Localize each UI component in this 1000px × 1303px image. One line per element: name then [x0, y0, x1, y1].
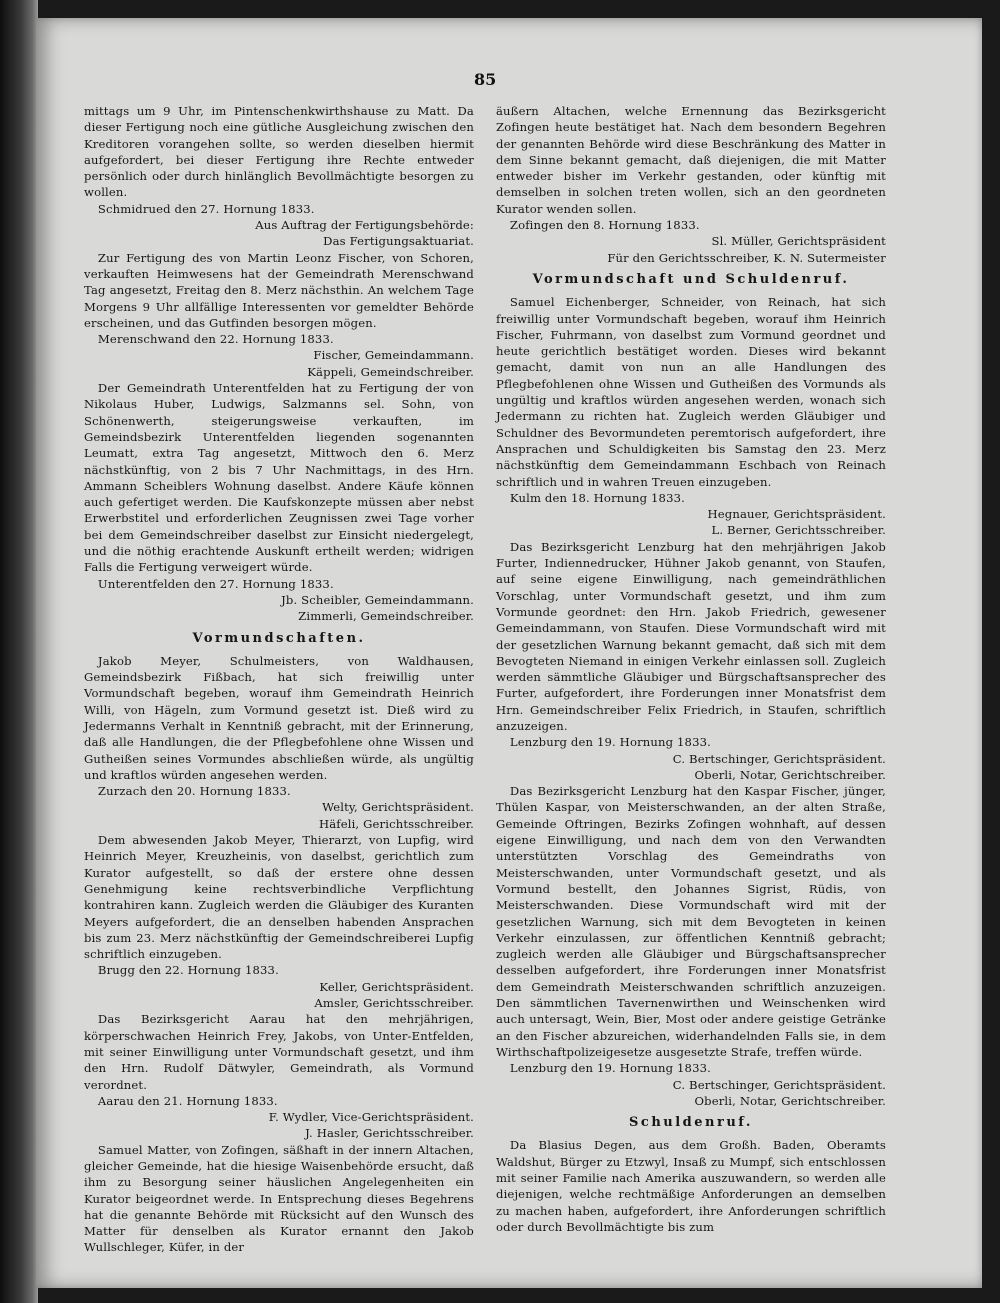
paragraph: äußern Altachen, welche Ernennung das Bezirksgericht Zofingen heute bestätiget hat. Nach dem besondern Begehren der genannten Behörde wird diese Beschränkung des Matter in dem Sinne bekannt gemacht, daß diejenigen, die mit Matter entweder bisher im Verkehr gestanden, oder künftig mit demselben in solchen treten wollen, sich an den geordneten Kurator wenden sollen.	[496, 104, 886, 216]
signature-line: Hegnauer, Gerichtspräsident.	[707, 507, 886, 522]
signature-line: Keller, Gerichtspräsident.	[319, 979, 474, 994]
signature-line: Amsler, Gerichtsschreiber.	[314, 996, 474, 1011]
right-column	[496, 103, 886, 1235]
signature-line: Käppeli, Gemeindschreiber.	[307, 364, 474, 379]
paragraph: Dem abwesenden Jakob Meyer, Thierarzt, von Lupfig, wird Heinrich Meyer, Kreuzheinis, von daselbst, gerichtlich zum Kurator aufgestellt, so daß der erstere ohne dessen Genehmigung keine rechtsverbindliche Verpflichtung kontrahiren kann. Zugleich werden die Gläubiger des Kuranten Meyers aufgefordert, die an denselben habenden Ansprachen bis zum 23. Merz nächstkünftig der Gemeindschreiberei Lupfig schriftlich einzugeben.	[84, 833, 474, 962]
dateline: Kulm den 18. Hornung 1833.	[509, 490, 685, 505]
dateline: Lenzburg den 19. Hornung 1833.	[509, 735, 711, 750]
dateline: Zofingen den 8. Hornung 1833.	[509, 218, 700, 233]
dateline: Zurzach den 20. Hornung 1833.	[97, 784, 291, 799]
left-column	[84, 103, 474, 1256]
dateline: Schmidrued den 27. Hornung 1833.	[97, 201, 315, 216]
signature-line: C. Bertschinger, Gerichtspräsident.	[672, 1077, 886, 1092]
section-heading: Schuldenruf.	[629, 1115, 753, 1131]
signature-line: Häfeli, Gerichtsschreiber.	[318, 816, 474, 831]
signature-line: Fischer, Gemeindammann.	[313, 348, 474, 363]
dateline: Merenschwand den 22. Hornung 1833.	[97, 332, 334, 347]
paragraph: mittags um 9 Uhr, im Pintenschenkwirthshause zu Matt. Da dieser Fertigung noch eine gütliche Ausgleichung zwischen den Kreditoren vorangehen sollte, so werden dieselben hiermit aufgefordert, bei dieser Fertigung ihre Rechte entweder persönlich oder durch hinlänglich Bevollmächtigte besorgen zu wollen.	[84, 104, 474, 200]
signature-line: Oberli, Notar, Gerichtschreiber.	[694, 767, 886, 782]
section-heading: Vormundschaft und Schuldenruf.	[532, 271, 850, 287]
signature-line: F. Wydler, Vice-Gerichtspräsident.	[268, 1110, 474, 1125]
book-spine	[0, 0, 38, 1303]
signature-line: J. Hasler, Gerichtsschreiber.	[305, 1126, 474, 1141]
paragraph: Zur Fertigung des von Martin Leonz Fischer, von Schoren, verkauften Heimwesens hat der Gemeindrath Merenschwand Tag angesetzt, Freitag den 8. Merz nächsthin. An welchem Tage Morgens 9 Uhr allfällige Interessenten vor gemeldter Behörde erscheinen, und das Gutfinden besorgen mögen.	[84, 250, 474, 330]
paragraph: Das Bezirksgericht Aarau hat den mehrjährigen, körperschwachen Heinrich Frey, Jakobs, von Unter-Entfelden, mit seiner Einwilligung unter Vormundschaft gesetzt, und ihm den Hrn. Rudolf Dätwyler, Gemeindrath, als Vormund verordnet.	[84, 1012, 474, 1092]
paragraph: Das Bezirksgericht Lenzburg hat den mehrjährigen Jakob Furter, Indiennedrucker, Hühner Jakob genannt, von Staufen, auf seine eigene Einwilligung, nach gemeindräthlichen Vorschlag, unter Vormundschaft gesetzt, und ihm zum Vormunde geordnet: den Hrn. Jakob Friedrich, gewesener Gemeindammann, von Staufen. Diese Vormundschaft wird mit der gesetzlichen Warnung bekannt gemacht, daß sich mit dem Bevogteten Niemand in einigen Verkehr einlassen soll. Zugleich werden sämmtliche Gläubiger und Bürgschaftsansprecher des Furter, aufgefordert, ihre Forderungen inner Monatsfrist dem Hrn. Gemeindschreiber Felix Friedrich, in Staufen, schriftlich anzuzeigen.	[496, 539, 886, 733]
page-number: 85	[474, 70, 497, 89]
dateline: Brugg den 22. Hornung 1833.	[97, 963, 279, 978]
signature-line: C. Bertschinger, Gerichtspräsident.	[672, 751, 886, 766]
signature-line: Aus Auftrag der Fertigungsbehörde:	[255, 218, 474, 233]
paragraph: Da Blasius Degen, aus dem Großh. Baden, Oberamts Waldshut, Bürger zu Etzwyl, Insaß zu Mumpf, sich entschlossen mit seiner Familie nach Amerika auszuwandern, so werden alle diejenigen, welche rechtmäßige Anforderungen an demselben zu machen haben, aufgefordert, ihre Anforderungen schriftlich oder durch Bevollmächtigte bis zum	[496, 1138, 886, 1234]
signature-line: Sl. Müller, Gerichtspräsident	[711, 234, 886, 249]
dateline: Unterentfelden den 27. Hornung 1833.	[97, 576, 334, 591]
paragraph: Der Gemeindrath Unterentfelden hat zu Fertigung der von Nikolaus Huber, Ludwigs, Salzmanns sel. Sohn, von Schönenwerth, steigerungsweise verkauften, im Gemeindsbezirk Unterentfelden liegenden sogenannten Leumatt, extra Tag angesetzt, Mittwoch den 6. Merz nächstkünftig, von 2 bis 7 Uhr Nachmittags, in des Hrn. Ammann Scheiblers Wohnung daselbst. Andere Käufe können auch gefertiget werden. Die Kaufskonzepte müssen aber nebst Erwerbstitel und erforderlichen Zeugnissen zwei Tage vorher bei dem Gemeindschreiber daselbst zur Einsicht niedergelegt, und die nöthig erachtende Auskunft ertheilt werden; widrigen Falls die Fertigung verweigert würde.	[84, 381, 474, 575]
dateline: Lenzburg den 19. Hornung 1833.	[509, 1061, 711, 1076]
signature-line: Für den Gerichtsschreiber, K. N. Sutermeister	[607, 250, 886, 265]
signature-line: Welty, Gerichtspräsident.	[322, 800, 474, 815]
signature-line: Jb. Scheibler, Gemeindammann.	[281, 592, 474, 607]
paragraph: Samuel Matter, von Zofingen, säßhaft in der innern Altachen, gleicher Gemeinde, hat die hiesige Waisenbehörde ersucht, daß ihm zu Besorgung seiner häuslichen Angelegenheiten ein Kurator beigeordnet werde. In Entsprechung dieses Begehrens hat die genannte Behörde mit Rücksicht auf den Wunsch des Matter für denselben als Kurator ernannt den Jakob Wullschleger, Küfer, in der	[84, 1142, 474, 1255]
dateline: Aarau den 21. Hornung 1833.	[97, 1093, 278, 1108]
signature-line: Das Fertigungsaktuariat.	[323, 234, 474, 249]
signature-line: Oberli, Notar, Gerichtschreiber.	[694, 1093, 886, 1108]
paragraph: Das Bezirksgericht Lenzburg hat den Kaspar Fischer, jünger, Thülen Kaspar, von Meisterschwanden, an der alten Straße, Gemeinde Oftringen, Bezirks Zofingen wohnhaft, auf dessen eigene Einwilligung, und nach dem von den Verwandten unterstützten Vorschlag des Gemeindraths von Meisterschwanden, unter Vormundschaft gesetzt, und als Vormund bestellt, den Johannes Sigrist, Rüdis, von Meisterschwanden. Diese Vormundschaft wird mit der gesetzlichen Warnung, sich mit dem Bevogteten in keinen Verkehr einzulassen, zur öffentlichen Kenntniß gebracht; zugleich werden alle Gläubiger und Bürgschaftsansprecher desselben aufgefordert, ihre Forderungen inner Monatsfrist dem Gemeindrath Meisterschwanden schriftlich anzuzeigen. Den sämmtlichen Tavernenwirthen und Weinschenken wird auch untersagt, Wein, Bier, Most oder andere geistige Getränke an den Fischer abzureichen, widerhandelnden Falls sie, in dem Wirthschaftpolizeigesetze ausgesetzte Strafe, treffen würde.	[496, 784, 886, 1059]
signature-line: L. Berner, Gerichtsschreiber.	[711, 523, 886, 538]
section-heading: Vormundschaften.	[192, 630, 366, 646]
signature-line: Zimmerli, Gemeindschreiber.	[298, 609, 474, 624]
paragraph: Samuel Eichenberger, Schneider, von Reinach, hat sich freiwillig unter Vormundschaft begeben, worauf ihm Heinrich Fischer, Fuhrmann, von daselbst zum Vormund geordnet und heute gerichtlich bestätiget worden. Dieses wird bekannt gemacht, damit von nun an alle Handlungen des Pflegbefohlenen ohne Wissen und Gutheißen des Vormunds als ungültig und kraftlos würden angesehen werden, wonach sich Jedermann zu richten hat. Zugleich werden Gläubiger und Schuldner des Bevormundeten peremtorisch aufgefordert, ihre Ansprachen und Schuldigkeiten bis Samstag den 23. Merz nächstkünftig dem Gemeindammann Eschbach von Reinach schriftlich und in wahren Treuen einzugeben.	[496, 295, 886, 489]
paragraph: Jakob Meyer, Schulmeisters, von Waldhausen, Gemeindsbezirk Fißbach, hat sich freiwillig unter Vormundschaft begeben, worauf ihm Gemeindrath Heinrich Willi, von Hägeln, zum Vormund gesetzt ist. Dieß wird zu Jedermanns Verhalt in Kenntniß gebracht, mit der Erinnerung, daß alle Handlungen, die der Pflegbefohlene ohne Wissen und Gutheißen seines Vormundes abschließen würde, als ungültig und kraftlos würden angesehen werden.	[84, 653, 474, 782]
